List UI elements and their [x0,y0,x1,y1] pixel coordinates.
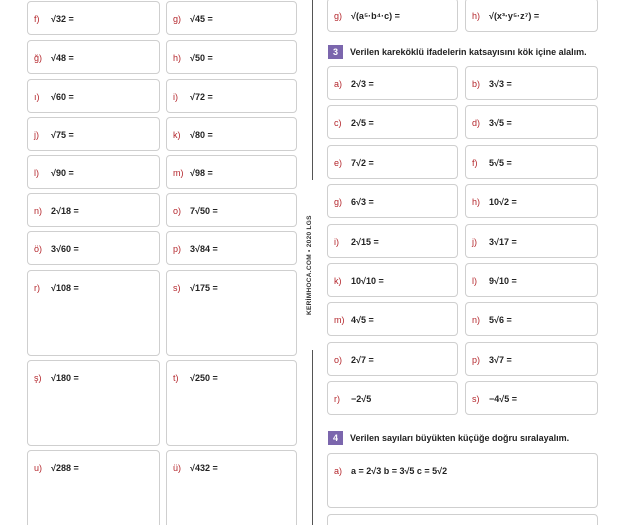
question [34,206,79,216]
question-label: g) [334,11,343,21]
answer-box [27,193,160,227]
question [334,197,374,207]
question-label: n) [472,315,481,326]
question-label: ğ) [34,53,43,63]
question [173,244,218,254]
question [334,355,374,365]
question-expression: √432 = [190,463,218,473]
question-expression: 5√6 = [489,315,512,326]
question-label: b) [472,79,481,89]
question [472,11,539,21]
question-label: g) [334,197,343,208]
answer-box [27,360,160,446]
section-number: 4 [328,431,343,445]
question [334,237,379,247]
question-label: h) [472,197,481,208]
answer-box [27,117,160,151]
answer-box [27,231,160,265]
question-expression: 9√10 = [489,276,517,286]
question [173,283,218,293]
question-expression: 3√60 = [51,244,79,254]
question-label: m) [173,168,184,178]
question-expression: 2√7 = [351,354,374,365]
answer-box [465,0,598,32]
question [34,283,79,293]
question-label: ı) [34,92,40,102]
question-expression: −2√5 [351,394,372,405]
answer-box [327,184,458,218]
question [334,466,447,476]
question-label: j) [472,236,477,247]
answer-box [327,66,458,100]
question [173,130,213,140]
section-number: 3 [328,45,343,59]
question-label: o) [173,206,182,216]
answer-box [27,40,160,74]
question-expression: 2√15 = [351,236,379,247]
question-label: d) [472,118,481,129]
question [173,53,213,63]
question-label: a) [334,466,343,476]
answer-box [166,360,297,446]
question-expression: 2√18 = [51,206,79,216]
question-label: p) [173,244,182,254]
question-expression: 2√5 = [351,118,374,129]
question-expression: 3√17 = [489,236,517,247]
answer-box [327,381,458,415]
answer-box [327,302,458,336]
answer-box [465,184,598,218]
question-label: k) [334,276,342,286]
question-label: u) [34,463,43,473]
answer-box [465,302,598,336]
question-label: r) [34,283,40,293]
answer-box [27,1,160,35]
answer-box [327,224,458,258]
question-expression: √288 = [51,463,79,473]
question [173,373,218,383]
question-label: k) [173,130,181,140]
answer-box [465,342,598,376]
answer-box [166,450,297,525]
question-label: i) [173,92,178,102]
question-expression: 10√10 = [351,276,384,286]
answer-box [327,263,458,297]
question [472,79,512,89]
question-label: j) [34,130,39,140]
question-expression: 3√5 = [489,118,512,129]
question [334,315,374,325]
question [334,79,374,89]
question [334,11,400,21]
question-expression: √50 = [190,53,213,63]
answer-box [166,193,297,227]
question-label: s) [472,394,480,405]
question-label: ö) [34,244,43,254]
question-expression: √72 = [190,92,213,102]
question-expression: 4√5 = [351,315,374,326]
question [472,315,512,325]
question-label: h) [472,11,481,21]
question [472,394,517,404]
question-expression: a = 2√3 b = 3√5 c = 5√2 [351,466,448,476]
question [472,355,512,365]
question-label: a) [334,79,343,89]
answer-box [465,263,598,297]
question-expression: √98 = [190,168,213,178]
question-expression: 6√3 = [351,197,374,208]
question [173,14,213,24]
question [334,118,374,128]
section-title: Verilen kareköklü ifadelerin katsayısını kök içine alalım. [350,47,587,57]
question-expression: 5√5 = [489,157,512,168]
question [34,373,79,383]
section-4-header [328,431,569,445]
question [34,463,79,473]
question [334,276,384,286]
question-expression: 2√3 = [351,79,374,89]
question-expression: −4√5 = [489,394,517,405]
question-label: ş) [34,373,42,383]
answer-box [327,514,598,525]
answer-box [166,270,297,356]
question-label: h) [173,53,182,63]
question [472,237,517,247]
answer-box [465,224,598,258]
question-label: ü) [173,463,182,473]
question-label: g) [173,14,182,24]
section-3-header [328,45,587,59]
question [34,53,74,63]
question [472,118,512,128]
question [472,276,517,286]
question-label: l) [472,276,477,286]
answer-box [166,1,297,35]
answer-box [465,381,598,415]
question-expression: √32 = [51,14,74,24]
vertical-watermark: KERİMHOCA.COM • 2020 LGS [306,180,320,350]
answer-box [465,105,598,139]
question [34,14,74,24]
question-expression: √75 = [51,130,74,140]
question-expression: √(a⁵·b⁴·c) = [351,11,400,21]
answer-box [166,40,297,74]
question-label: e) [334,157,343,168]
answer-box [27,450,160,525]
question-expression: 3√84 = [190,244,218,254]
question [173,92,213,102]
answer-box [27,155,160,189]
question-expression: √180 = [51,373,79,383]
question [34,92,74,102]
question [34,130,74,140]
question-label: f) [34,14,40,24]
question-label: f) [472,157,478,168]
question-label: l) [34,168,39,178]
answer-box [327,105,458,139]
question-label: r) [334,394,340,405]
answer-box [166,231,297,265]
question-label: m) [334,315,345,326]
question-expression: 3√7 = [489,354,512,365]
question [173,168,213,178]
answer-box [327,453,598,508]
answer-box [327,145,458,179]
question-label: t) [173,373,179,383]
question-expression: 7√2 = [351,157,374,168]
question [472,197,517,207]
answer-box [327,0,458,32]
question-expression: 10√2 = [489,197,517,208]
question [34,168,74,178]
section-title: Verilen sayıları büyükten küçüğe doğru sıralayalım. [350,433,570,443]
question-expression: 3√3 = [489,79,512,89]
question-expression: √60 = [51,92,74,102]
answer-box [27,270,160,356]
question-expression: √175 = [190,283,218,293]
answer-box [327,342,458,376]
question-expression: √45 = [190,14,213,24]
question-expression: √(x³·y⁵·z⁷) = [489,11,540,21]
question-label: c) [334,118,342,129]
question-label: i) [334,236,339,247]
question-expression: √250 = [190,373,218,383]
question-expression: √90 = [51,168,74,178]
answer-box [166,79,297,113]
question [334,394,371,404]
question-label: s) [173,283,181,293]
question-label: p) [472,354,481,365]
answer-box [166,117,297,151]
question-label: o) [334,354,343,365]
question-expression: √48 = [51,53,74,63]
question-expression: √80 = [190,130,213,140]
answer-box [465,66,598,100]
answer-box [465,145,598,179]
question [334,158,374,168]
question-expression: √108 = [51,283,79,293]
answer-box [27,79,160,113]
answer-box [166,155,297,189]
question [173,463,218,473]
question-expression: 7√50 = [190,206,218,216]
question [34,244,79,254]
question [472,158,512,168]
question [173,206,218,216]
question-label: n) [34,206,43,216]
